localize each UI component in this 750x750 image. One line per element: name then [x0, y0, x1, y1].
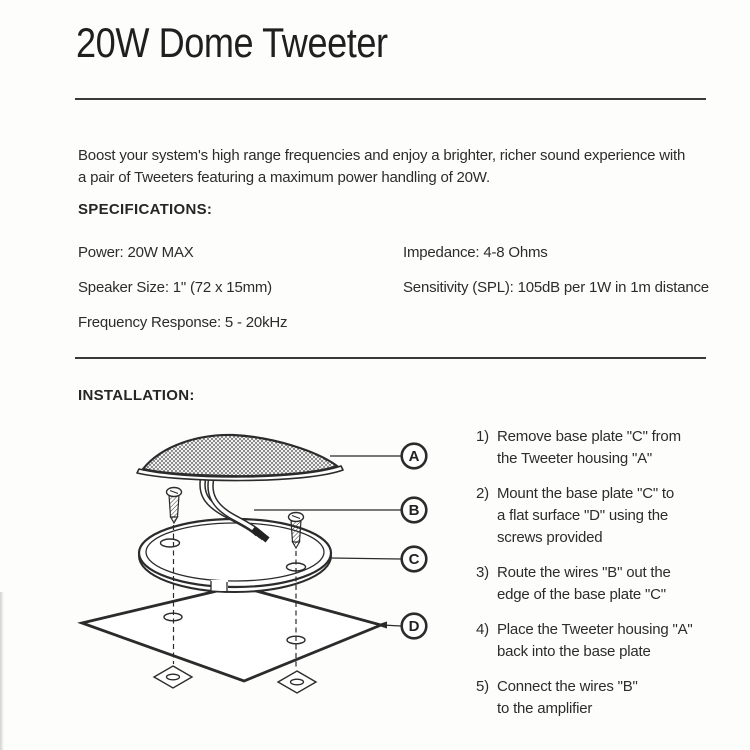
divider-top	[75, 98, 706, 100]
callout-a-letter: A	[408, 448, 420, 465]
callout-d-letter: D	[408, 618, 420, 635]
product-description	[78, 145, 685, 189]
step-text: Connect the wires "B" to the amplifier	[497, 678, 638, 717]
step-text: Place the Tweeter housing "A" back into the base plate	[497, 621, 693, 660]
scan-edge-shadow	[0, 592, 4, 750]
callout-b-letter: B	[408, 502, 420, 519]
installation-heading: INSTALLATION:	[78, 387, 195, 404]
step-text: Remove base plate "C" from the Tweeter housing "A"	[497, 428, 681, 467]
base-plate-shape	[139, 519, 331, 592]
install-step-4	[476, 619, 716, 663]
step-number: 2)	[476, 485, 489, 502]
spec-item-sensitivity: Sensitivity (SPL): 105dB per 1W in 1m distance	[403, 279, 709, 296]
divider-middle	[75, 357, 706, 359]
spec-item-power: Power: 20W MAX	[78, 244, 194, 261]
description-line: a pair of Tweeters featuring a maximum power handling of 20W.	[78, 169, 490, 186]
callout-a	[402, 444, 427, 469]
callout-c	[402, 547, 427, 572]
spec-item-impedance: Impedance: 4-8 Ohms	[403, 244, 548, 261]
installation-diagram	[70, 425, 450, 725]
install-step-1	[476, 426, 716, 470]
step-text: Mount the base plate "C" to a flat surface "D" using the screws provided	[497, 485, 675, 546]
description-line: Boost your system's high range frequencies and enjoy a brighter, richer sound experience with	[78, 147, 686, 164]
spec-item-frequency-response: Frequency Response: 5 - 20kHz	[78, 314, 288, 331]
install-step-3	[476, 562, 716, 606]
spec-column-left	[78, 242, 287, 347]
step-number: 3)	[476, 564, 489, 581]
callout-b	[402, 498, 427, 523]
screw-left-shape	[167, 488, 182, 524]
tweeter-housing-shape	[137, 435, 343, 481]
step-number: 5)	[476, 678, 489, 695]
spec-column-right	[403, 242, 709, 312]
step-number: 4)	[476, 621, 489, 638]
callout-c-line	[331, 558, 401, 559]
anchor-left-shape	[154, 666, 192, 688]
step-text: Route the wires "B" out the edge of the base plate "C"	[497, 564, 671, 603]
specifications-heading: SPECIFICATIONS:	[78, 201, 213, 218]
installation-steps	[476, 422, 716, 733]
install-step-5	[476, 676, 716, 720]
step-number: 1)	[476, 428, 489, 445]
mounting-surface-shape	[82, 586, 381, 681]
callout-d	[402, 614, 427, 639]
install-step-2	[476, 483, 716, 549]
spec-item-speaker-size: Speaker Size: 1" (72 x 15mm)	[78, 279, 272, 296]
anchor-right-shape	[278, 671, 316, 693]
page-title: 20W Dome Tweeter	[76, 19, 388, 66]
callout-c-letter: C	[408, 551, 420, 568]
